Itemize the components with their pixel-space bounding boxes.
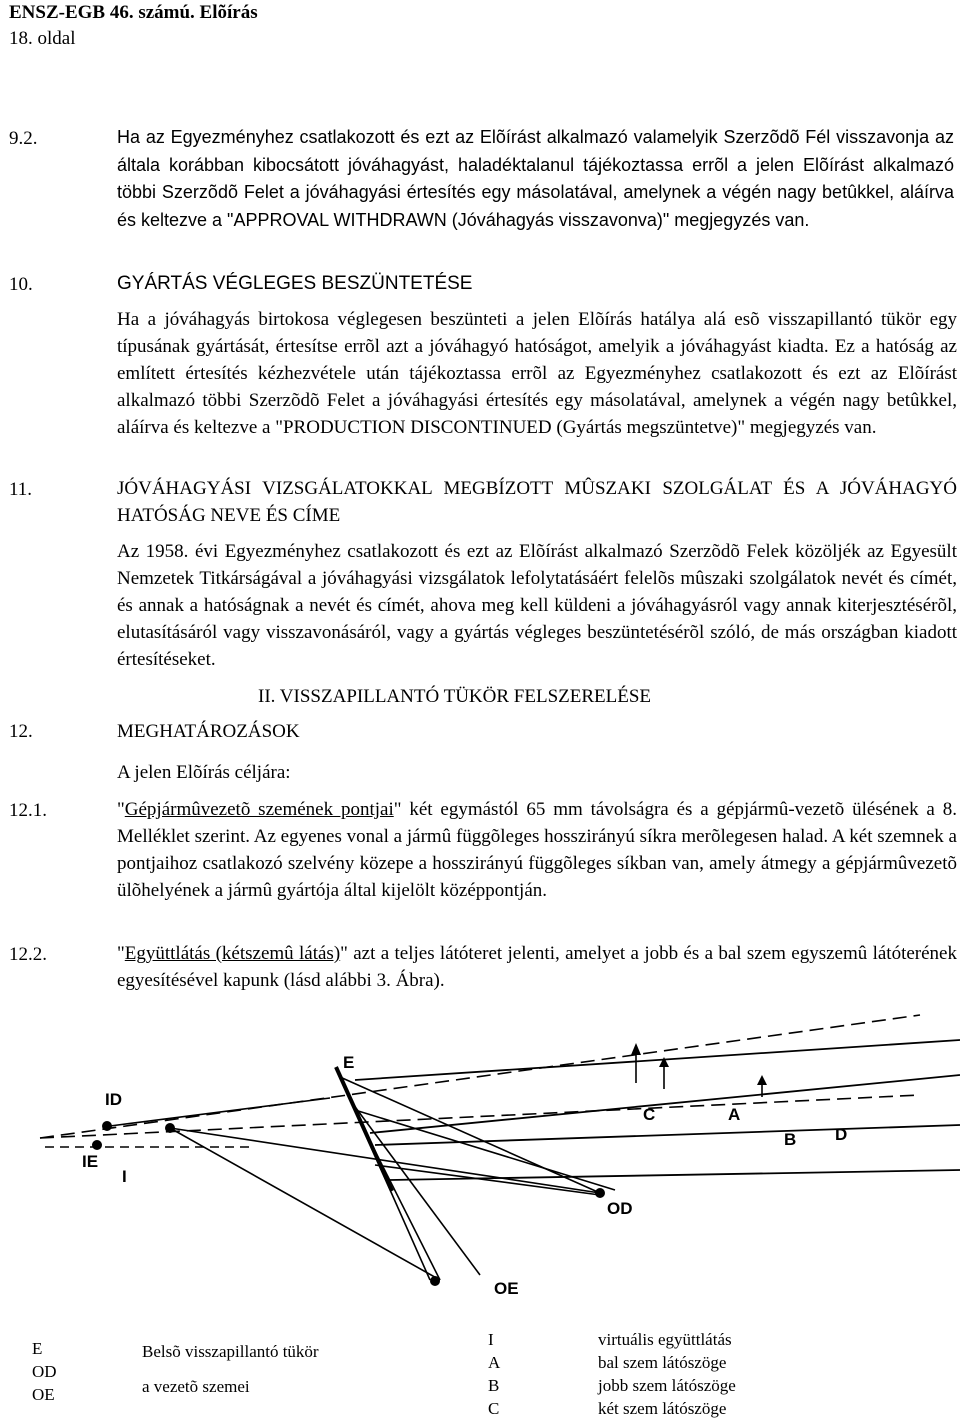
- oe-point: [430, 1276, 440, 1286]
- arrow-head-c: [631, 1043, 641, 1055]
- field-edge-b: [375, 1125, 960, 1145]
- legend-key: E: [32, 1339, 43, 1358]
- section-number-9-2: 9.2.: [9, 128, 38, 149]
- virtual-ray-2: [170, 1128, 600, 1193]
- legend-key: A: [488, 1353, 501, 1372]
- id-point: [102, 1121, 112, 1131]
- label-oe: OE: [494, 1279, 519, 1298]
- legend-key: I: [488, 1330, 494, 1349]
- section-number-11: 11.: [9, 479, 33, 500]
- label-id: ID: [105, 1090, 122, 1109]
- section-10-heading: GYÁRTÁS VÉGLEGES BESZÜNTETÉSE: [117, 273, 473, 294]
- section-12-2-text: [117, 940, 957, 994]
- part-2-heading: II. VISSZAPILLANTÓ TÜKÖR FELSZERELÉSE: [258, 686, 652, 707]
- section-number-10: 10.: [9, 274, 33, 295]
- section-11-text: Az 1958. évi Egyezményhez csatlakozott és ezt az Elõírást alkalmazó Szerzõdõ Felek közöljék az Egyesült Nemzetek Titkárságával a jóváhagyási vizsgálatok lefolytatásáért felelõs mûszaki szolgálatok nevét és címét, és annak a hatóságnak a nevét és címét, ahova meg kell küldeni a jóváhagyásról vagy annak kiterjesztésérõl, elutasításáról vagy visszavonásáról, vagy a gyártás végleges beszüntetésérõl szóló, de más országban kiadott értesítéseket.: [117, 541, 957, 670]
- label-i: I: [122, 1167, 127, 1186]
- label-e: E: [343, 1053, 355, 1072]
- section-9-2-text: Ha az Egyezményhez csatlakozott és ezt az Elõírást alkalmazó valamelyik Szerzõdõ Fél visszavonja az általa korábban kibocsátott jóváhagyást, haladéktalanul tájékoztassa errõl a jelen Elõírást alkalmazó többi Szerzõdõ Felet a jóváhagyási értesítés egy másolatával, amelynek a végén nagy betûkkel, aláírva és keltezve a "APPROVAL WITHDRAWN (Jóváhagyás visszavonva)" megjegyzés van.: [117, 127, 954, 230]
- binocular-vision-diagram: [0, 1005, 960, 1305]
- od-point: [595, 1188, 605, 1198]
- legend-key: OD: [32, 1362, 57, 1381]
- field-edge-a: [370, 1075, 960, 1133]
- quote-open: ": [117, 943, 125, 964]
- document-title: ENSZ-EGB 46. számú. Elõírás: [9, 2, 258, 23]
- legend-value: jobb szem látószöge: [598, 1376, 736, 1395]
- left-eye-ray: [110, 1098, 330, 1126]
- defined-term-binocular-vision: Együttlátás (kétszemû látás): [124, 943, 341, 964]
- ray-to-oe-3: [362, 1125, 440, 1280]
- legend-key: OE: [32, 1385, 55, 1404]
- legend-key: B: [488, 1376, 500, 1395]
- page-number: 18. oldal: [9, 28, 76, 49]
- section-12-1-rest: " két egymástól 65 mm távolságra és a gépjármû-vezetõ ülésének a 8. Melléklet szerint. Az egyenes vonal a jármû függõleges hosszirányú síkra merõlegesen halad. A két szemnek a pontjaihoz csatlakozó szelvény közepe a hosszirányú függõleges síkban van, amely átmegy a gépjármûvezetõ ülõhelyének a jármû gyártója által kijelölt középpontján.: [117, 799, 957, 901]
- ray-to-od-1: [340, 1077, 600, 1193]
- legend-value: a vezetõ szemei: [142, 1377, 250, 1396]
- legend-value: Belsõ visszapillantó tükör: [142, 1342, 319, 1361]
- legend-value: két szem látószöge: [598, 1399, 727, 1418]
- defined-term-eye-points: Gépjármûvezetõ szemének pontjai: [124, 799, 394, 820]
- section-12-1-text: [117, 796, 957, 904]
- legend-descriptions-right: [598, 1328, 736, 1420]
- arrow-head-b: [757, 1075, 767, 1085]
- section-10-text: Ha a jóváhagyás birtokosa véglegesen beszünteti a jelen Elõírás hatálya alá esõ visszapillantó tükör egy típusának gyártását, értesítse errõl azt a jóváhagyó hatóságot, amelyik a jóváhagyást kiadta. Ez a hatóság az említett értesítés kézhezvétele után tájékoztassa errõl az Egyezményhez csatlakozott és ezt az Elõírást alkalmazó többi Szerzõdõ Felet a jóváhagyási értesítés egy másolatával, amelynek a végén nagy betûkkel, aláírva és keltezve a "PRODUCTION DISCONTINUED (Gyártás megszüntetve)" megjegyzés van.: [117, 309, 957, 438]
- virtual-ray-1: [170, 1128, 440, 1280]
- label-od: OD: [607, 1199, 633, 1218]
- section-number-12-2: 12.2.: [9, 944, 47, 965]
- section-11-heading: JÓVÁHAGYÁSI VIZSGÁLATOKKAL MEGBÍZOTT MÛSZAKI SZOLGÁLAT ÉS A JÓVÁHAGYÓ HATÓSÁG NEVE ÉS CÍME: [117, 478, 957, 526]
- ie-point: [92, 1140, 102, 1150]
- ray-to-oe-2: [350, 1100, 480, 1275]
- legend-value: virtuális együttlátás: [598, 1330, 732, 1349]
- section-12-heading: MEGHATÁROZÁSOK: [117, 721, 300, 742]
- label-ie: IE: [82, 1152, 99, 1171]
- quote-open: ": [117, 799, 125, 820]
- label-b: B: [784, 1130, 797, 1149]
- legend-abbreviations-right: [488, 1328, 500, 1420]
- i-point: [165, 1123, 175, 1133]
- label-c: C: [643, 1105, 656, 1124]
- label-d: D: [835, 1125, 848, 1144]
- section-number-12-1: 12.1.: [9, 800, 47, 821]
- section-number-12: 12.: [9, 721, 33, 742]
- section-12-intro: A jelen Elõírás céljára:: [117, 762, 291, 783]
- section-12-2-rest: " azt a teljes látóteret jelenti, amelyet a jobb és a bal szem egyszemû látóterének egyesítésével kapunk (lásd alábbi 3. Ábra).: [117, 943, 957, 991]
- legend-value: bal szem látószöge: [598, 1353, 727, 1372]
- upper-field-edge: [355, 1040, 960, 1080]
- legend-abbreviations-left: [32, 1337, 57, 1406]
- upper-field-dashed-line: [40, 1015, 920, 1138]
- label-a: A: [728, 1105, 741, 1124]
- legend-descriptions-left: [142, 1340, 319, 1398]
- legend-key: C: [488, 1399, 500, 1418]
